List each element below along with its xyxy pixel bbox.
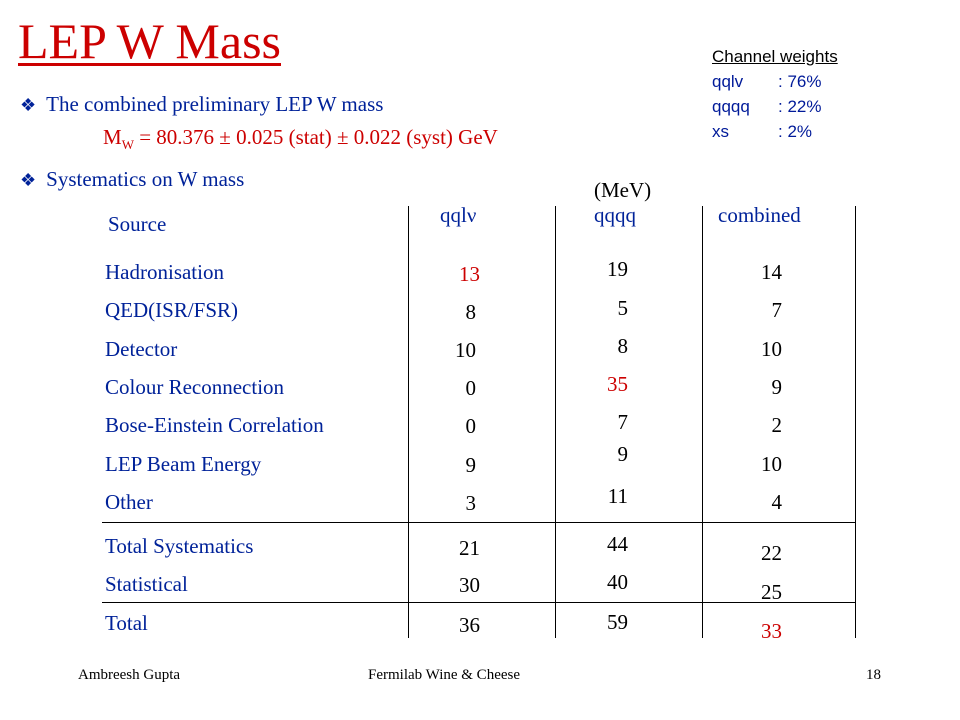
cell-qqqq: 19 xyxy=(607,257,628,281)
cell-qqlv: 3 xyxy=(465,491,476,515)
row-source: Bose-Einstein Correlation xyxy=(105,413,324,437)
unit-label: (MeV) xyxy=(594,178,652,202)
cell-combined: 2 xyxy=(771,413,782,437)
weight-row-xs: xs : 2% xyxy=(712,122,813,141)
row-source: Total xyxy=(105,611,148,635)
cell-qqqq: 5 xyxy=(617,296,628,320)
row-source: LEP Beam Energy xyxy=(105,452,262,476)
cell-qqlv: 9 xyxy=(465,453,476,477)
row-source: Colour Reconnection xyxy=(105,375,285,399)
w-mass-formula: $M_W = 80.376 \pm 0.025$ (stat) ± 0.022 (syst) GeV xyxy=(103,125,498,153)
page-title: LEP W Mass xyxy=(18,13,281,69)
cell-combined: 4 xyxy=(771,490,782,514)
cell-qqlv: 8 xyxy=(465,300,476,324)
cell-qqlv: 13 xyxy=(459,262,480,286)
cell-qqqq: 11 xyxy=(607,484,628,508)
source-header: Source xyxy=(108,212,167,236)
row-source: Total Systematics xyxy=(105,534,254,558)
bullet-combined-mass: ❖ The combined preliminary LEP W mass xyxy=(20,92,384,116)
column-divider xyxy=(555,206,556,638)
cell-qqlv: 30 xyxy=(459,573,480,597)
channel-weights-heading: Channel weights xyxy=(712,47,838,66)
col-header-combined: combined xyxy=(718,203,801,227)
cell-combined: 7 xyxy=(771,298,782,322)
cell-qqqq: 59 xyxy=(607,610,628,634)
footer-event: Fermilab Wine & Cheese xyxy=(368,667,520,683)
diamond-bullet-icon: ❖ xyxy=(20,95,37,115)
col-header-qqlv: qqlν xyxy=(440,203,477,227)
cell-qqlv: 0 xyxy=(465,414,476,438)
footer-page-number: 18 xyxy=(866,667,881,683)
cell-combined: 10 xyxy=(761,337,782,361)
row-source: QED(ISR/FSR) xyxy=(105,298,239,322)
cell-qqqq: 44 xyxy=(607,532,628,556)
cell-combined: 14 xyxy=(761,260,782,284)
row-source: Detector xyxy=(105,337,178,361)
column-divider xyxy=(702,206,703,638)
cell-combined: 22 xyxy=(761,541,782,565)
cell-combined: 9 xyxy=(771,375,782,399)
diamond-bullet-icon: ❖ xyxy=(20,170,37,190)
col-header-qqqq: qqqq xyxy=(594,203,636,227)
cell-qqlv: 36 xyxy=(459,613,480,637)
row-divider xyxy=(102,522,855,523)
row-source: Hadronisation xyxy=(105,260,224,284)
row-source: Other xyxy=(105,490,153,514)
weight-row-qqqq: qqqq : 22% xyxy=(712,97,822,116)
weight-row-qqlv: qqlv : 76% xyxy=(712,72,822,91)
cell-combined: 33 xyxy=(761,619,782,643)
cell-qqlv: 10 xyxy=(455,338,476,362)
row-source: Statistical xyxy=(105,572,188,596)
cell-qqqq: 8 xyxy=(617,334,628,358)
column-divider xyxy=(408,206,409,638)
cell-qqlv: 0 xyxy=(465,376,476,400)
column-divider xyxy=(855,206,856,638)
cell-qqqq: 40 xyxy=(607,570,628,594)
cell-combined: 25 xyxy=(761,580,782,604)
channel-weights xyxy=(712,44,838,144)
cell-qqqq: 35 xyxy=(607,372,628,396)
footer-author: Ambreesh Gupta xyxy=(78,667,181,683)
cell-qqqq: 7 xyxy=(617,410,628,434)
cell-combined: 10 xyxy=(761,452,782,476)
bullet-systematics: ❖ Systematics on W mass xyxy=(20,167,245,191)
cell-qqlv: 21 xyxy=(459,536,480,560)
cell-qqqq: 9 xyxy=(617,442,628,466)
